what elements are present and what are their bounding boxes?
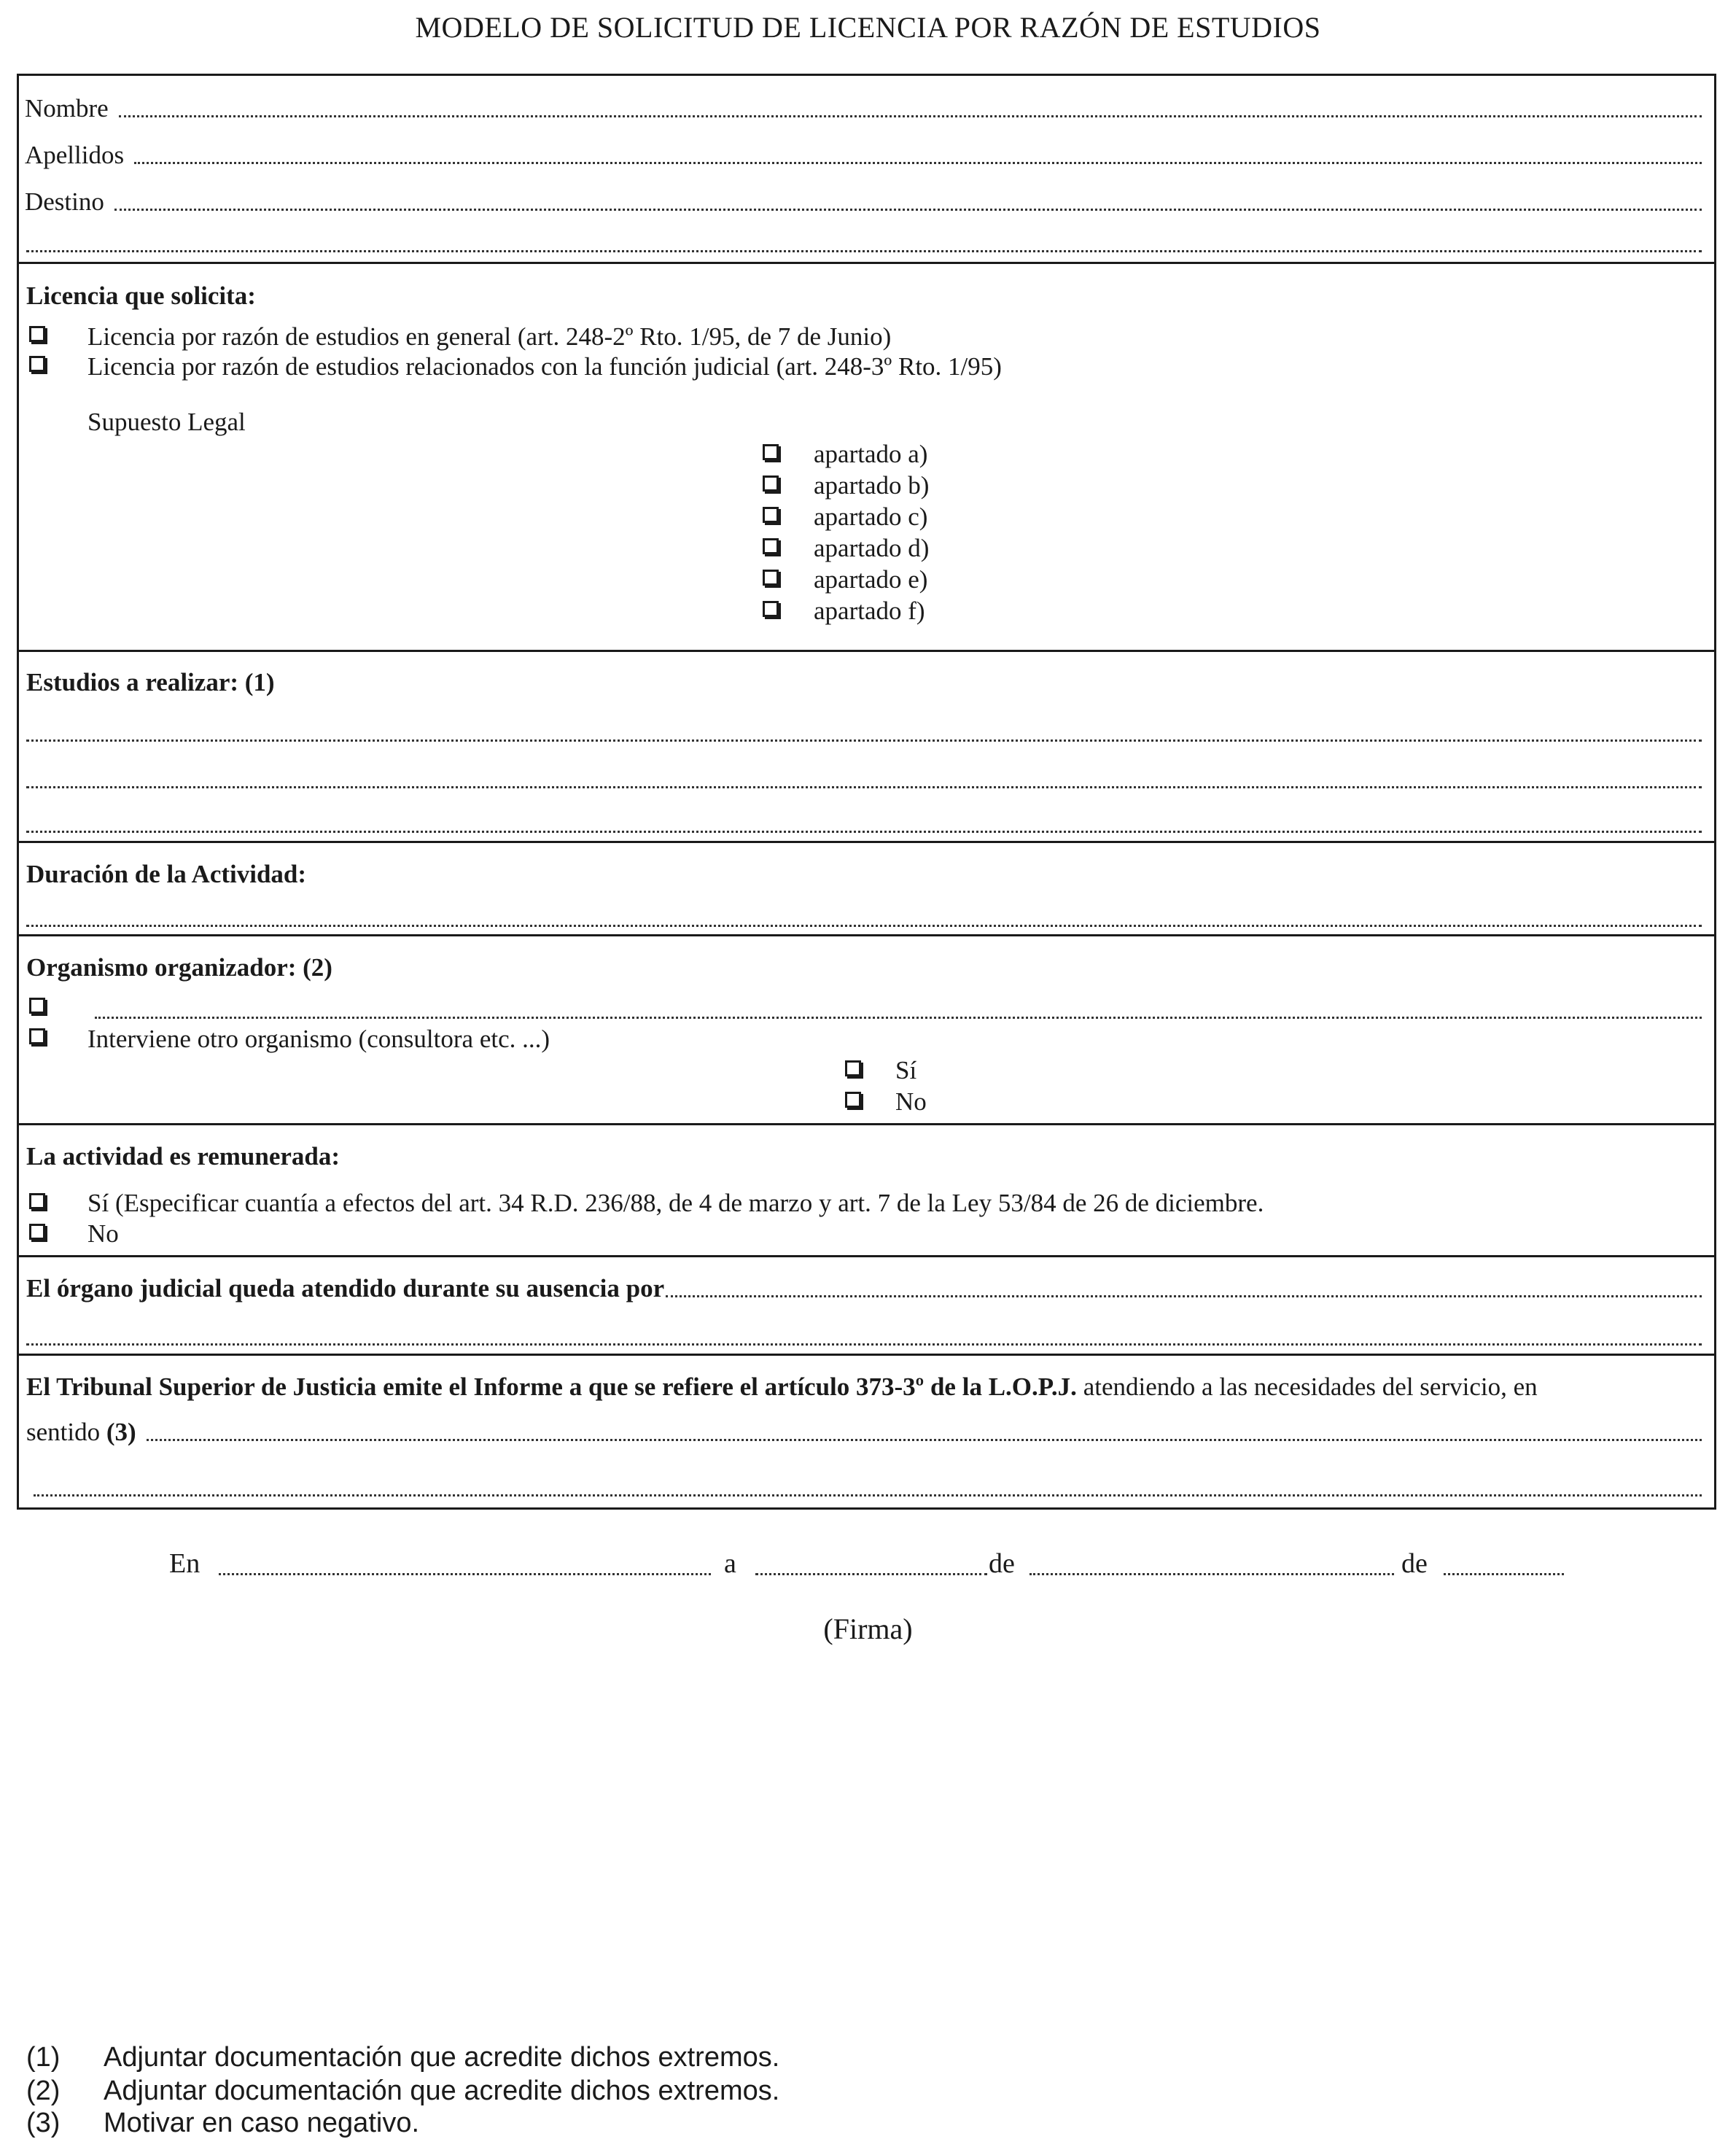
destino-label: Destino (25, 187, 104, 216)
licencia-general-label: Licencia por razón de estudios en general (art. 248-2º Rto. 1/95, de 7 de Junio) (87, 322, 892, 351)
year-field[interactable] (1444, 1573, 1564, 1575)
sentido-field[interactable] (147, 1439, 1702, 1441)
nombre-field[interactable] (119, 115, 1702, 117)
footnote-number: (3) (26, 2108, 61, 2138)
remunerada-si-label: Sí (Especificar cuantía a efectos del art. 34 R.D. 236/88, de 4 de marzo y art. 7 de la Ley 53/84 de 26 de diciembre. (87, 1189, 1264, 1217)
footnote-text: Motivar en caso negativo. (104, 2108, 420, 2138)
sentido-ref: (3) (106, 1418, 136, 1446)
section-divider (19, 934, 1714, 936)
application-form (17, 74, 1716, 1510)
remunerada-no-label: No (87, 1219, 119, 1248)
apartado-e-label: apartado e) (814, 565, 928, 594)
duracion-heading: Duración de la Actividad: (26, 860, 307, 888)
organismo-heading: Organismo organizador: (2) (26, 953, 332, 982)
organismo-field[interactable] (95, 1017, 1702, 1019)
section-divider (19, 262, 1714, 264)
otro-organismo-label: Interviene otro organismo (consultora etc. ...) (87, 1025, 550, 1053)
section-divider (19, 1255, 1714, 1257)
destino-extra-field[interactable] (26, 250, 1702, 252)
organo-field[interactable] (666, 1295, 1702, 1297)
organismo-checkbox[interactable] (29, 998, 45, 1014)
footnote-number: (1) (26, 2042, 61, 2073)
apartado-d-label: apartado d) (814, 534, 930, 562)
apartado-b-checkbox[interactable] (763, 475, 779, 492)
nombre-row (25, 94, 1702, 123)
section-divider (19, 1354, 1714, 1356)
firma-label: (Firma) (823, 1612, 913, 1645)
sentido-row (26, 1418, 1702, 1447)
destino-field[interactable] (114, 209, 1702, 211)
estudios-heading: Estudios a realizar: (1) (26, 668, 275, 696)
licencia-heading: Licencia que solicita: (26, 282, 256, 310)
otro-organismo-checkbox[interactable] (29, 1028, 45, 1044)
licencia-judicial-label: Licencia por razón de estudios relacionados con la función judicial (art. 248-3º Rto. 1/95) (87, 352, 1002, 381)
de-label-2: de (1401, 1548, 1428, 1579)
apartado-d-checkbox[interactable] (763, 538, 779, 554)
remunerada-heading: La actividad es remunerada: (26, 1142, 340, 1171)
otro-organismo-si-checkbox[interactable] (845, 1060, 861, 1076)
estudios-field-2[interactable] (26, 786, 1702, 788)
footnote-text: Adjuntar documentación que acredite dichos extremos. (104, 2042, 780, 2073)
section-divider (19, 650, 1714, 652)
place-field[interactable] (219, 1573, 711, 1575)
sentido-label-text: sentido (26, 1418, 106, 1446)
sentido-label (26, 1418, 136, 1447)
otro-organismo-no-checkbox[interactable] (845, 1092, 861, 1108)
a-label: a (724, 1548, 736, 1579)
remunerada-no-checkbox[interactable] (29, 1224, 45, 1240)
de-label-1: de (989, 1548, 1015, 1579)
apartado-b-label: apartado b) (814, 471, 930, 500)
apellidos-row (25, 141, 1702, 170)
apartado-a-label: apartado a) (814, 440, 928, 468)
organo-row (26, 1274, 1702, 1303)
otro-organismo-si-label: Sí (895, 1056, 917, 1084)
otro-organismo-no-label: No (895, 1087, 927, 1116)
organo-heading: El órgano judicial queda atendido durante su ausencia por (26, 1274, 665, 1303)
tribunal-statement-bold: El Tribunal Superior de Justicia emite el Informe a que se refiere el artículo 373-3º de la L.O.P.J. (26, 1373, 1077, 1401)
tribunal-statement (26, 1373, 1538, 1402)
licencia-general-checkbox[interactable] (29, 326, 45, 342)
signature-place-date (0, 1546, 1736, 1583)
en-label: En (169, 1548, 201, 1579)
organo-field-2[interactable] (26, 1343, 1702, 1346)
apellidos-label: Apellidos (25, 141, 125, 169)
footnote-number: (2) (26, 2076, 61, 2106)
month-field[interactable] (1029, 1573, 1394, 1575)
destino-row (25, 187, 1702, 217)
estudios-field-1[interactable] (26, 739, 1702, 742)
day-field[interactable] (755, 1573, 987, 1575)
licencia-judicial-checkbox[interactable] (29, 356, 45, 372)
apartado-e-checkbox[interactable] (763, 570, 779, 586)
section-divider (19, 841, 1714, 843)
apartado-a-checkbox[interactable] (763, 444, 779, 460)
tribunal-statement-normal: atendiendo a las necesidades del servicio, en (1076, 1373, 1538, 1401)
supuesto-legal-label: Supuesto Legal (87, 408, 246, 436)
section-divider (19, 1123, 1714, 1125)
remunerada-si-checkbox[interactable] (29, 1193, 45, 1209)
duracion-field[interactable] (26, 925, 1702, 927)
footnote-text: Adjuntar documentación que acredite dichos extremos. (104, 2076, 780, 2106)
page-title: MODELO DE SOLICITUD DE LICENCIA POR RAZÓN DE ESTUDIOS (415, 11, 1321, 44)
apellidos-field[interactable] (134, 162, 1702, 164)
apartado-f-label: apartado f) (814, 597, 925, 625)
nombre-label: Nombre (25, 94, 109, 123)
apartado-c-label: apartado c) (814, 502, 928, 531)
apartado-c-checkbox[interactable] (763, 507, 779, 523)
sentido-field-2[interactable] (34, 1494, 1702, 1496)
estudios-field-3[interactable] (26, 831, 1702, 833)
apartado-f-checkbox[interactable] (763, 601, 779, 617)
